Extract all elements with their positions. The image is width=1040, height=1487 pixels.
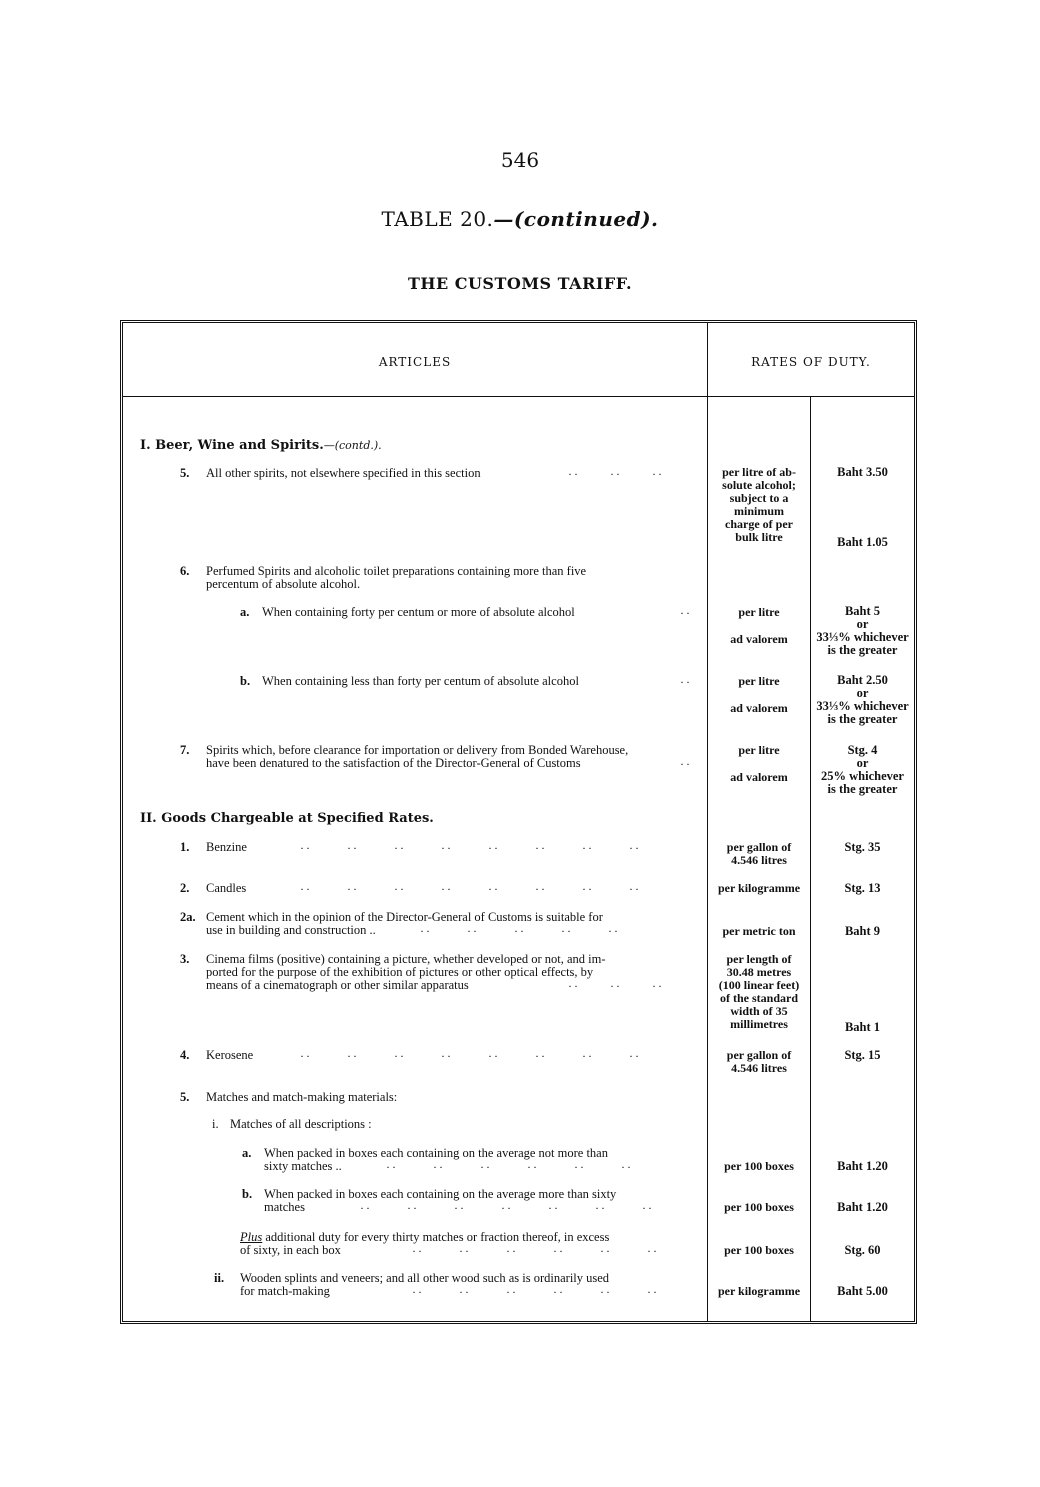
header-rates: RATES OF DUTY. — [751, 355, 871, 369]
duty-rate: Stg. 60 — [844, 1243, 881, 1257]
rate-line: 25% whichever — [821, 769, 904, 783]
item-text: When packed in boxes each containing on the average not more than — [264, 1146, 608, 1160]
rate-line: is the greater — [827, 643, 898, 657]
unit-line: 30.48 metres — [726, 965, 792, 979]
leader-dots: ·· ·· ·· ·· ·· ·· ·· ·· — [300, 882, 641, 896]
duty-unit: per 100 boxes — [724, 1159, 794, 1173]
page-number: 546 — [500, 148, 540, 172]
rate-line: is the greater — [827, 782, 898, 796]
section-heading — [140, 438, 382, 453]
unit-line: minimum — [733, 504, 784, 518]
item-number: b. — [240, 674, 251, 688]
item-text: All other spirits, not elsewhere specified in this section — [206, 466, 481, 480]
item-text: sixty matches .. — [264, 1159, 342, 1173]
unit-line: charge of per — [725, 517, 793, 531]
item-text: of sixty, in each box — [240, 1243, 341, 1257]
item-number: b. — [242, 1187, 253, 1201]
item-text: Wooden splints and veneers; and all other wood such as is ordinarily used — [240, 1271, 610, 1285]
duty-unit — [708, 841, 810, 867]
header-articles: ARTICLES — [378, 355, 452, 369]
rate-line: 33⅓% whichever — [816, 699, 909, 713]
leader-dots: ·· ·· ·· ·· ·· ·· ·· — [360, 1201, 654, 1215]
item-text: means of a cinematograph or other similar apparatus — [206, 978, 469, 992]
unit-line: width of 35 — [730, 1004, 788, 1018]
item-text: When packed in boxes each containing on the average more than sixty — [264, 1187, 617, 1201]
leader-dots: ·· ·· ·· ·· ·· — [420, 924, 620, 938]
item-text: ported for the purpose of the exhibition of pictures or other optical effects, by — [206, 965, 594, 979]
rate-line: Baht 2.50 — [837, 673, 888, 687]
duty-rate: Baht 1.20 — [837, 1159, 888, 1173]
duty-unit: per litre — [738, 605, 780, 619]
item-number: 4. — [180, 1048, 190, 1062]
item-text: Kerosene — [206, 1048, 254, 1062]
duty-rate: Baht 3.50 — [837, 465, 888, 479]
unit-line: 4.546 litres — [731, 1061, 787, 1075]
duty-unit: per metric ton — [722, 924, 796, 938]
item-number: 3. — [180, 952, 190, 966]
duty-unit: per litre — [738, 674, 780, 688]
item-text: When containing forty per centum or more of absolute alcohol — [262, 605, 575, 619]
unit-line: per gallon of — [726, 840, 792, 854]
duty-rate — [811, 605, 914, 657]
table-title — [0, 207, 1040, 231]
unit-line: per length of — [726, 952, 792, 966]
item-text: Candles — [206, 881, 247, 895]
duty-unit: per 100 boxes — [724, 1243, 794, 1257]
unit-line: solute alcohol; — [722, 478, 796, 492]
duty-unit — [708, 1049, 810, 1075]
duty-unit: per litre — [738, 743, 780, 757]
duty-rate — [811, 674, 914, 726]
duty-rate: Baht 9 — [844, 924, 881, 938]
document-subtitle: THE CUSTOMS TARIFF. — [407, 274, 633, 293]
leader-dots: ·· — [680, 757, 692, 771]
item-text: Cement which in the opinion of the Director-General of Customs is suitable for — [206, 910, 603, 924]
item-number: a. — [242, 1146, 252, 1160]
unit-line: of the standard — [719, 991, 798, 1005]
item-number: 7. — [180, 743, 190, 757]
item-text: Matches of all descriptions : — [230, 1117, 372, 1131]
item-text: use in building and construction .. — [206, 923, 376, 937]
section-number: II. — [140, 811, 157, 826]
leader-dots: ·· — [680, 606, 692, 620]
duty-unit: per 100 boxes — [724, 1200, 794, 1214]
item-number: 2a. — [180, 910, 196, 924]
table-title-continued: —(continued). — [493, 207, 659, 231]
item-text: matches — [264, 1200, 305, 1214]
unit-line: per gallon of — [726, 1048, 792, 1062]
section-title: Goods Chargeable at Specified Rates. — [161, 811, 434, 826]
item-number: 1. — [180, 840, 190, 854]
item-number: i. — [212, 1117, 219, 1131]
rate-line: or — [856, 617, 869, 631]
plus-label: Plus — [240, 1230, 263, 1244]
unit-line: 4.546 litres — [731, 853, 787, 867]
duty-unit: ad valorem — [730, 701, 788, 715]
rate-line: or — [856, 686, 869, 700]
duty-rate: Stg. 35 — [844, 840, 881, 854]
rate-line: is the greater — [827, 712, 898, 726]
item-number: 5. — [180, 466, 190, 480]
duty-unit — [708, 466, 810, 544]
rate-line: or — [856, 756, 869, 770]
section-contd: —(contd.). — [323, 439, 382, 452]
item-number: 5. — [180, 1090, 190, 1104]
leader-dots: ·· ·· ·· — [568, 467, 664, 481]
item-text: have been denatured to the satisfaction of the Director-General of Customs — [206, 756, 581, 770]
item-text: percentum of absolute alcohol. — [206, 577, 361, 591]
item-number: a. — [240, 605, 250, 619]
item-number: ii. — [214, 1271, 225, 1285]
duty-rate: Baht 1 — [844, 1020, 881, 1034]
leader-dots: ·· — [680, 675, 692, 689]
duty-rate: Baht 1.20 — [837, 1200, 888, 1214]
plus-text: additional duty for every thirty matches or fraction thereof, in excess — [262, 1230, 610, 1244]
item-text: Cinema films (positive) containing a picture, whether developed or not, and im- — [206, 952, 606, 966]
duty-rate: Baht 5.00 — [837, 1284, 888, 1298]
leader-dots: ·· ·· ·· — [568, 979, 664, 993]
rate-line: 33⅓% whichever — [816, 630, 909, 644]
duty-unit: ad valorem — [730, 770, 788, 784]
item-number: 6. — [180, 564, 190, 578]
table-title-main: TABLE 20. — [381, 207, 494, 231]
leader-dots: ·· ·· ·· ·· ·· ·· ·· ·· — [300, 841, 641, 855]
item-text: Spirits which, before clearance for importation or delivery from Bonded Warehouse, — [206, 743, 629, 757]
leader-dots: ·· ·· ·· ·· ·· ·· — [386, 1160, 633, 1174]
unit-line: bulk litre — [735, 530, 783, 544]
item-text: Perfumed Spirits and alcoholic toilet preparations containing more than five — [206, 564, 587, 578]
duty-unit — [708, 953, 810, 1031]
section-number: I. — [140, 438, 151, 453]
leader-dots: ·· ·· ·· ·· ·· ·· — [412, 1285, 659, 1299]
section-title: Beer, Wine and Spirits. — [155, 438, 324, 453]
duty-rate: Stg. 15 — [844, 1048, 881, 1062]
unit-line: per litre of ab- — [722, 465, 796, 479]
duty-rate — [811, 744, 914, 796]
duty-unit: per kilogramme — [717, 881, 801, 895]
item-text: for match-making — [240, 1284, 330, 1298]
unit-line: (100 linear feet) — [718, 978, 800, 992]
item-text: Matches and match-making materials: — [206, 1090, 398, 1104]
rate-line: Baht 5 — [844, 604, 881, 618]
leader-dots: ·· ·· ·· ·· ·· ·· — [412, 1244, 659, 1258]
unit-line: subject to a — [729, 491, 789, 505]
section-heading — [140, 811, 434, 826]
duty-rate: Stg. 13 — [844, 881, 881, 895]
unit-line: millimetres — [730, 1017, 788, 1031]
item-text: Benzine — [206, 840, 247, 854]
rate-line: Stg. 4 — [847, 743, 878, 757]
duty-unit: ad valorem — [730, 632, 788, 646]
duty-unit: per kilogramme — [717, 1284, 801, 1298]
leader-dots: ·· ·· ·· ·· ·· ·· ·· ·· — [300, 1049, 641, 1063]
duty-rate: Baht 1.05 — [837, 535, 888, 549]
header-divider — [123, 396, 914, 397]
item-number: 2. — [180, 881, 190, 895]
item-text: When containing less than forty per centum of absolute alcohol — [262, 674, 579, 688]
